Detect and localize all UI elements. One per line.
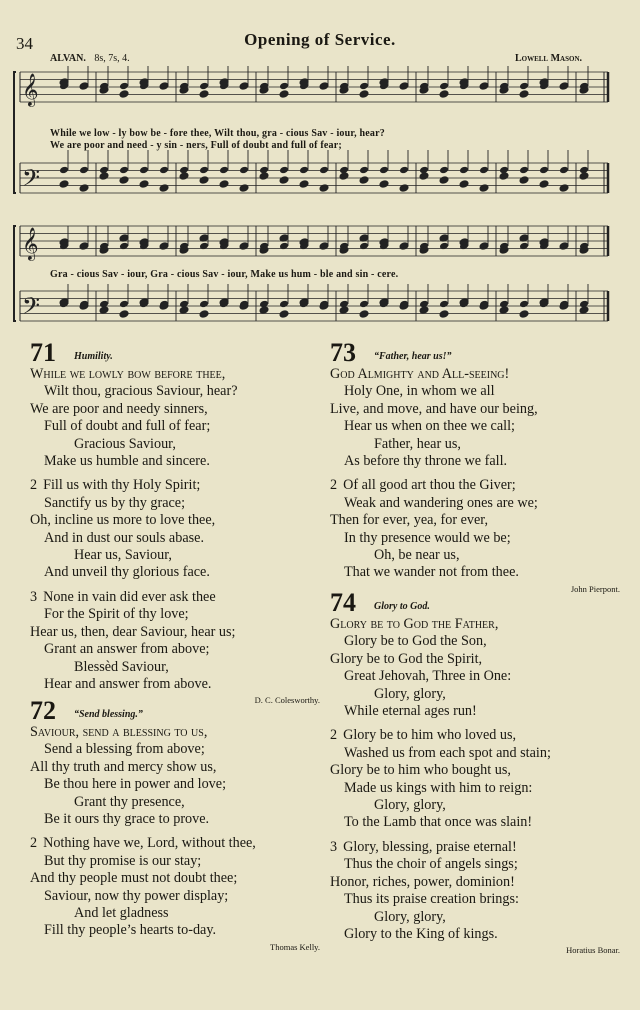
hymn-number: 72 <box>30 696 56 725</box>
hymn-line-text: Gracious Saviour, <box>74 435 176 452</box>
system-bracket <box>14 226 16 321</box>
stanza-number: 2 <box>330 477 338 494</box>
hymn-line-text: Blessèd Saviour, <box>74 658 169 675</box>
hymn-heading <box>30 340 320 366</box>
note-head <box>159 82 169 91</box>
note-head <box>399 184 409 193</box>
note-head <box>439 310 449 319</box>
hymn-line-text: Glory be to God the Son, <box>344 633 487 650</box>
hymn-line <box>330 891 620 908</box>
note-head <box>439 82 449 91</box>
hymn-heading <box>330 340 620 366</box>
note-head <box>79 184 89 193</box>
hymn-line <box>330 909 620 926</box>
note-head <box>519 82 529 91</box>
hymn-line <box>30 547 320 564</box>
hymn-line-text: Make us humble and sincere. <box>44 453 210 470</box>
hymn-line-text: Holy One, in whom we all <box>344 383 495 400</box>
hymn-line-text: Glory be to God the Spirit, <box>330 650 483 667</box>
note-head <box>359 242 369 251</box>
hymn-line <box>330 512 620 529</box>
note-head <box>439 90 449 99</box>
hymn-author: D. C. Colesworthy. <box>254 695 320 706</box>
note-head <box>159 166 169 175</box>
note-head <box>139 166 149 175</box>
note-head <box>279 90 289 99</box>
note-head <box>259 172 269 181</box>
hymn-number: 73 <box>330 338 356 367</box>
hymn-line <box>30 589 320 606</box>
hymn-line-text: Fill thy people’s hearts to-day. <box>44 922 217 939</box>
hymn-line <box>30 676 320 693</box>
note-head <box>359 310 369 319</box>
note-head <box>499 172 509 181</box>
note-head <box>559 242 569 251</box>
hymn-line-text: Glory to the King of kings. <box>344 925 498 942</box>
note-head <box>519 310 529 319</box>
hymn-line <box>30 624 320 641</box>
hymn-line <box>330 418 620 435</box>
note-head <box>239 82 249 91</box>
hymn-title: “Father, hear us!” <box>374 351 452 362</box>
hymn-line-text: Hear and answer from above. <box>44 675 212 692</box>
hymn-line-text: Glory be to him who bought us, <box>330 762 511 779</box>
note-head <box>79 166 89 175</box>
hymn-line-text: Thus the choir of angels sings; <box>344 856 518 873</box>
note-head <box>359 90 369 99</box>
note-head <box>259 306 269 315</box>
hymn-line <box>330 745 620 762</box>
hymn-line <box>30 870 320 887</box>
stanza-number: 2 <box>30 835 38 852</box>
note-head <box>199 166 209 175</box>
treble-clef: 𝄞 <box>22 73 39 106</box>
hymn-line-text: Send a blessing from above; <box>44 741 205 758</box>
note-head <box>399 166 409 175</box>
hymn-heading <box>330 590 620 616</box>
page-number: 34 <box>16 34 33 53</box>
note-head <box>439 166 449 175</box>
note-head <box>419 172 429 181</box>
note-head <box>119 82 129 91</box>
music-score <box>0 0 640 340</box>
hymn-line <box>330 495 620 512</box>
note-head <box>99 172 109 181</box>
hymn-line-text: While we lowly bow before thee, <box>30 366 226 382</box>
hymn-line-text: Hear us, Saviour, <box>74 547 172 564</box>
note-head <box>199 82 209 91</box>
hymn-71 <box>30 340 320 713</box>
stanza-number: 2 <box>30 477 38 494</box>
note-head <box>539 180 549 189</box>
note-head <box>339 172 349 181</box>
hymn-author: Horatius Bonar. <box>566 945 620 956</box>
hymn-line-text: Be it ours thy grace to prove. <box>44 811 210 828</box>
note-head <box>299 180 309 189</box>
note-head <box>119 300 129 309</box>
hymn-line <box>330 651 620 668</box>
hymn-line <box>330 762 620 779</box>
hymn-line <box>330 839 620 856</box>
note-head <box>99 306 109 315</box>
hymn-line-text: And thy people must not doubt thee; <box>30 870 238 887</box>
tune-meter: 8s, 7s, 4. <box>94 53 130 64</box>
note-head <box>359 82 369 91</box>
hymn-heading <box>30 698 320 724</box>
hymn-line-text: We are poor and needy sinners, <box>30 400 208 417</box>
hymn-title: Humility. <box>74 351 113 362</box>
hymn-line <box>30 477 320 494</box>
hymn-line <box>30 606 320 623</box>
hymn-line <box>30 759 320 776</box>
note-head <box>159 184 169 193</box>
hymn-author: Thomas Kelly. <box>270 941 320 952</box>
note-head <box>59 180 69 189</box>
note-head <box>119 166 129 175</box>
hymn-line-text: Honor, riches, power, dominion! <box>330 873 515 890</box>
note-head <box>279 82 289 91</box>
note-head <box>199 242 209 251</box>
hymn-line-text: Oh, incline us more to love thee, <box>30 512 216 529</box>
hymn-line <box>330 814 620 831</box>
hymn-line-text: Live, and move, and have our being, <box>330 400 538 417</box>
hymn-line-text: Oh, be near us, <box>374 547 460 564</box>
bass-clef: 𝄢 <box>22 292 41 325</box>
hymn-line-text: Of all good art thou the Giver; <box>343 477 516 494</box>
hymn-line-text: Glory be to God the Father, <box>330 616 499 632</box>
hymn-line <box>330 874 620 891</box>
note-head <box>279 166 289 175</box>
hymn-line-text: Grant thy presence, <box>74 793 185 810</box>
hymn-line-text: That we wander not from thee. <box>344 564 519 581</box>
hymn-line <box>30 530 320 547</box>
note-head <box>559 166 569 175</box>
hymn-line <box>330 686 620 703</box>
note-head <box>519 300 529 309</box>
hymn-line-text: Then for ever, yea, for ever, <box>330 512 488 529</box>
hymn-title: Glory to God. <box>374 601 430 612</box>
hymn-line-text: Made us kings with him to reign: <box>344 779 533 796</box>
hymn-line-text: Hear us, then, dear Saviour, hear us; <box>30 623 236 640</box>
hymn-author: John Pierpont. <box>570 583 620 594</box>
hymn-line-text: None in vain did ever ask thee <box>43 588 216 605</box>
note-head <box>319 82 329 91</box>
note-head <box>479 82 489 91</box>
hymn-line <box>330 477 620 494</box>
note-head <box>79 242 89 251</box>
hymn-line-text: Glory, glory, <box>374 908 446 925</box>
note-head <box>439 242 449 251</box>
hymn-title: “Send blessing.” <box>74 709 143 720</box>
note-head <box>239 166 249 175</box>
hymn-line <box>330 616 620 633</box>
hymn-line-text: Sanctify us by thy grace; <box>44 494 186 511</box>
note-head <box>459 180 469 189</box>
hymn-line-text: God Almighty and All-seeing! <box>330 366 510 382</box>
hymn-line-text: Weak and wandering ones are we; <box>344 494 538 511</box>
note-head <box>439 176 449 185</box>
hymn-line <box>30 811 320 828</box>
hymn-line <box>30 922 320 939</box>
note-head <box>319 166 329 175</box>
note-head <box>319 184 329 193</box>
note-head <box>399 242 409 251</box>
hymn-line-text: Glory be to him who loved us, <box>343 727 517 744</box>
hymn-line-text: Nothing have we, Lord, without thee, <box>43 835 256 852</box>
hymn-line <box>30 564 320 581</box>
hymn-line <box>330 530 620 547</box>
note-head <box>279 300 289 309</box>
note-head <box>379 180 389 189</box>
hymn-line-text: For the Spirit of thy love; <box>44 606 189 623</box>
hymn-73 <box>330 340 620 602</box>
note-head <box>499 306 509 315</box>
note-head <box>479 166 489 175</box>
note-head <box>519 90 529 99</box>
hymn-line-text: As before thy throne we fall. <box>344 453 508 470</box>
bass-clef: 𝄢 <box>22 164 41 197</box>
note-head <box>239 242 249 251</box>
note-head <box>179 306 189 315</box>
note-head <box>359 300 369 309</box>
note-head <box>319 242 329 251</box>
note-head <box>539 166 549 175</box>
note-head <box>519 166 529 175</box>
hymn-line-text: Grant an answer from above; <box>44 641 210 658</box>
note-head <box>199 310 209 319</box>
music-lyric-line-1: While we low - ly bow be - fore thee, Wilt thou, gra - cious Sav - iour, hear? <box>50 128 385 139</box>
note-head <box>239 184 249 193</box>
note-head <box>559 82 569 91</box>
hymn-line-text: And in dust our souls abase. <box>44 529 204 546</box>
note-head <box>199 90 209 99</box>
hymn-line <box>330 797 620 814</box>
hymn-line <box>330 453 620 470</box>
system-bracket <box>14 72 16 193</box>
hymn-line-text: And unveil thy glorious face. <box>44 564 210 581</box>
note-head <box>139 180 149 189</box>
hymn-number: 71 <box>30 338 56 367</box>
note-head <box>219 180 229 189</box>
note-head <box>59 166 69 175</box>
hymn-line <box>330 727 620 744</box>
hymn-line-text: Glory, blessing, praise eternal! <box>343 838 517 855</box>
note-head <box>359 166 369 175</box>
composer: Lowell Mason. <box>514 53 582 64</box>
hymn-line <box>330 703 620 720</box>
note-head <box>459 166 469 175</box>
hymn-line-text: Be thou here in power and love; <box>44 776 227 793</box>
note-head <box>279 310 289 319</box>
hymn-line-text: Glory, glory, <box>374 685 446 702</box>
hymn-line-text: Washed us from each spot and stain; <box>344 744 551 761</box>
hymn-line-text: And let gladness <box>74 905 169 922</box>
hymn-line <box>330 436 620 453</box>
note-head <box>279 242 289 251</box>
music-lyric-line-2: We are poor and need - y sin - ners, Full of doubt and full of fear; <box>50 140 342 151</box>
stanza-number: 3 <box>30 588 38 605</box>
note-head <box>199 300 209 309</box>
hymn-line-text: To the Lamb that once was slain! <box>344 814 533 831</box>
hymn-line <box>330 383 620 400</box>
hymn-74 <box>330 590 620 963</box>
note-head <box>279 176 289 185</box>
note-head <box>399 82 409 91</box>
note-head <box>479 242 489 251</box>
hymn-line <box>30 495 320 512</box>
note-head <box>119 176 129 185</box>
hymn-line-text: Saviour, now thy power display; <box>44 887 229 904</box>
hymn-line <box>30 905 320 922</box>
hymn-line-text: Fill us with thy Holy Spirit; <box>43 477 201 494</box>
hymn-line <box>30 401 320 418</box>
hymn-line-text: All thy truth and mercy show us, <box>30 758 217 775</box>
treble-clef: 𝄞 <box>22 227 39 260</box>
note-head <box>579 306 589 315</box>
note-head <box>479 184 489 193</box>
hymn-line <box>30 436 320 453</box>
note-head <box>119 90 129 99</box>
note-head <box>159 242 169 251</box>
note-head <box>559 184 569 193</box>
note-head <box>379 166 389 175</box>
hymn-line-text: While eternal ages run! <box>344 703 477 720</box>
note-head <box>359 176 369 185</box>
hymn-line-text: Glory, glory, <box>374 797 446 814</box>
hymn-line <box>30 512 320 529</box>
hymn-line <box>30 383 320 400</box>
hymn-line <box>330 547 620 564</box>
hymn-line <box>30 853 320 870</box>
hymn-number: 74 <box>330 588 356 617</box>
hymn-line <box>30 741 320 758</box>
note-head <box>519 242 529 251</box>
note-head <box>119 310 129 319</box>
hymn-line-text: Great Jehovah, Three in One: <box>344 668 512 685</box>
note-head <box>519 176 529 185</box>
hymn-line <box>30 724 320 741</box>
note-head <box>299 166 309 175</box>
note-head <box>579 172 589 181</box>
hymn-line-text: Thus its praise creation brings: <box>344 891 519 908</box>
section-title: Opening of Service. <box>244 30 396 49</box>
note-head <box>339 306 349 315</box>
hymn-line-text: But thy promise is our stay; <box>44 852 202 869</box>
hymn-line-text: Hear us when on thee we call; <box>344 418 515 435</box>
hymn-line <box>330 856 620 873</box>
note-head <box>419 306 429 315</box>
stanza-number: 3 <box>330 838 338 855</box>
hymn-line <box>30 453 320 470</box>
hymn-line-text: Saviour, send a blessing to us, <box>30 724 208 740</box>
hymn-line <box>30 776 320 793</box>
hymn-line <box>30 641 320 658</box>
hymn-line-text: Wilt thou, gracious Saviour, hear? <box>44 383 238 400</box>
hymn-line <box>30 888 320 905</box>
hymn-line <box>330 926 620 943</box>
note-head <box>439 300 449 309</box>
hymn-line <box>30 418 320 435</box>
hymn-line <box>330 633 620 650</box>
hymn-line <box>30 835 320 852</box>
music-lyric-line-3: Gra - cious Sav - iour, Gra - cious Sav - iour, Make us hum - ble and sin - cere. <box>50 269 399 280</box>
hymn-line <box>330 564 620 581</box>
note-head <box>119 242 129 251</box>
note-head <box>199 176 209 185</box>
hymn-line <box>330 401 620 418</box>
hymn-line <box>30 366 320 383</box>
tune-name: ALVAN. <box>50 53 86 64</box>
hymn-line <box>30 794 320 811</box>
hymn-72 <box>30 698 320 960</box>
note-head <box>219 166 229 175</box>
note-head <box>179 172 189 181</box>
note-head <box>79 82 89 91</box>
stanza-number: 2 <box>330 727 338 744</box>
hymn-line <box>330 780 620 797</box>
hymn-line-text: Full of doubt and full of fear; <box>44 418 211 435</box>
hymn-line <box>330 366 620 383</box>
hymn-line-text: In thy presence would we be; <box>344 529 511 546</box>
hymn-line <box>330 668 620 685</box>
hymn-line <box>30 659 320 676</box>
hymn-line-text: Father, hear us, <box>374 435 461 452</box>
